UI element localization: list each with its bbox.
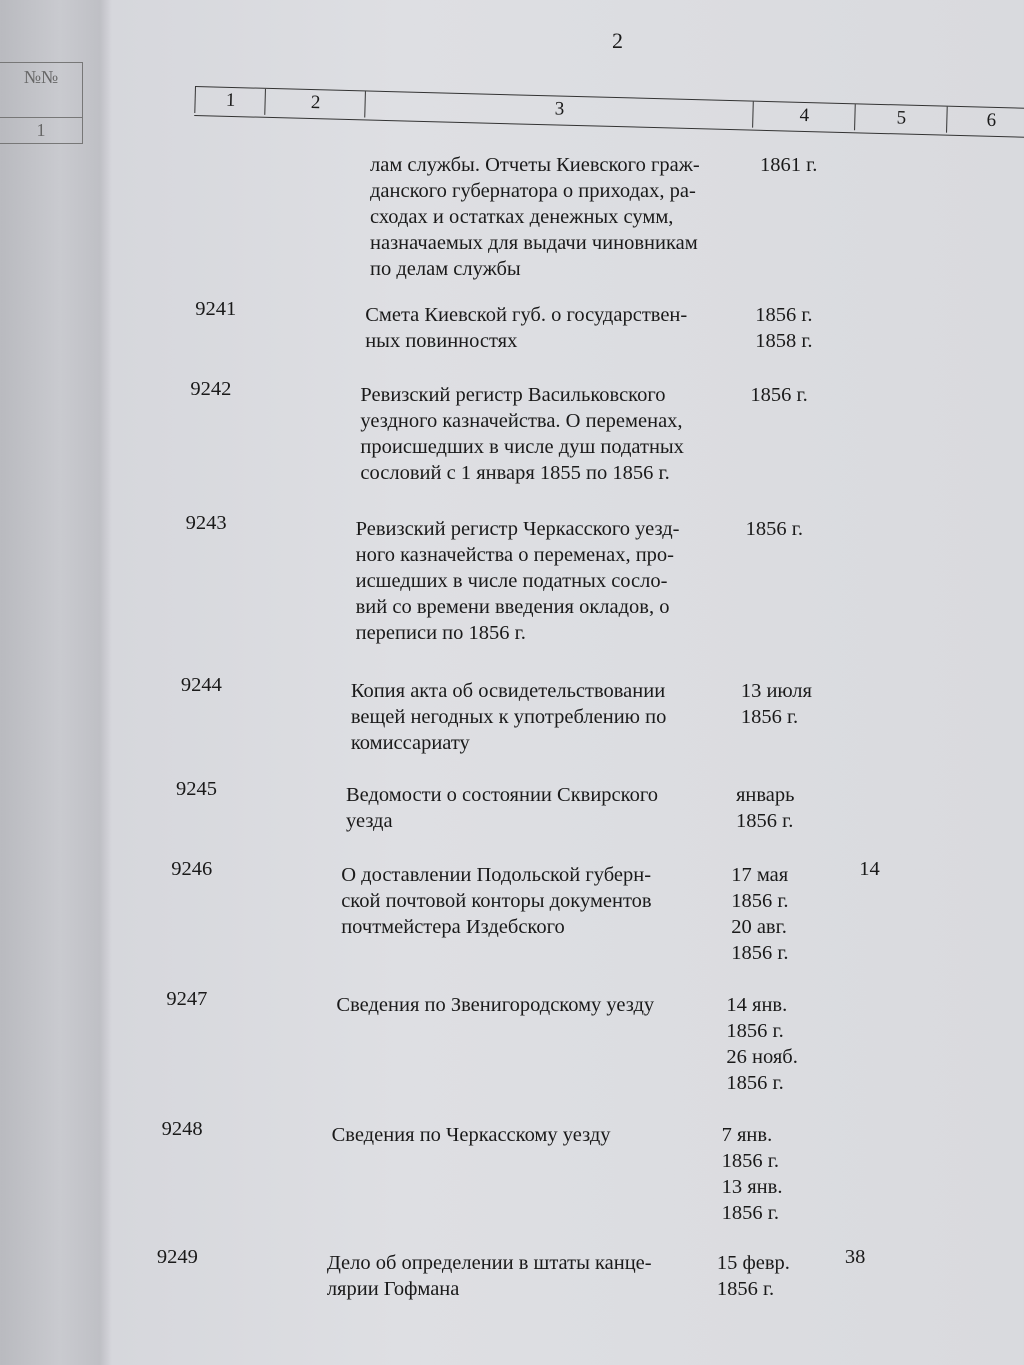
row-number: 9242 (190, 378, 232, 400)
row-date: 14 янв. 1856 г. 26 нояб. 1856 г. (726, 994, 798, 1094)
row-description: Смета Киевской губ. о государствен- ных повинностях (365, 304, 688, 352)
row-description: Ведомости о состоянии Сквирского уезда (346, 784, 658, 832)
row-description: Копия акта об освидетельствовании вещей негодных к употреблению по комиссариату (350, 680, 667, 754)
facing-page-col-1: 1 (0, 117, 82, 141)
row-count: 38 (844, 1246, 866, 1268)
row-description: Ревизский регистр Черкасского уезд- ного казначейства о переменах, про- исшедших в числе податных сосло- вий со времени введения окладов, о переписи по 1856 г. (355, 518, 680, 644)
table-header (194, 86, 1024, 138)
row-count: 14 (859, 858, 880, 880)
row-description: Сведения по Черкасскому уезду (331, 1124, 611, 1146)
row-number: 9244 (180, 674, 222, 696)
page-number: 2 (612, 28, 623, 53)
col-header-1: 1 (194, 87, 266, 115)
col-header-5: 5 (854, 104, 948, 132)
row-number: 9247 (166, 988, 208, 1010)
row-date: 7 янв. 1856 г. 13 янв. 1856 г. (721, 1124, 783, 1224)
row-description: Сведения по Звенигородскому уезду (336, 994, 655, 1016)
row-description: Дело об определении в штаты канце- лярии Гофмана (326, 1252, 652, 1300)
row-number: 9243 (185, 512, 227, 534)
facing-page-col-header: №№ (23, 67, 59, 87)
row-description: лам службы. Отчеты Киевского граж- данского губернатора о приходах, ра- сходах и остатках денежных сумм, назначаемых для выдачи чиновникам по делам службы (370, 154, 700, 280)
row-date: 15 февр. 1856 г. (716, 1252, 790, 1300)
row-date: 13 июля 1856 г. (740, 680, 812, 728)
row-date: 1856 г. (750, 384, 808, 406)
row-number: 9249 (156, 1246, 198, 1268)
row-number: 9248 (161, 1118, 203, 1140)
row-number: 9246 (171, 858, 213, 880)
row-date: 17 мая 1856 г. 20 авг. 1856 г. (731, 864, 789, 964)
col-header-3: 3 (364, 91, 754, 127)
row-description: Ревизский регистр Васильковского уездного казначейства. О переменах, происшедших в числе душ податных сословий с 1 января 1855 по 1856 г. (360, 384, 684, 484)
row-number: 9245 (176, 778, 217, 800)
row-date: январь 1856 г. (736, 784, 795, 832)
row-date: 1856 г. (745, 518, 803, 540)
facing-page-header (0, 62, 83, 144)
col-header-2: 2 (264, 89, 366, 118)
row-date: 1861 г. (760, 154, 818, 176)
col-header-4: 4 (752, 102, 856, 131)
row-date: 1856 г. 1858 г. (755, 304, 813, 352)
col-header-6: 6 (946, 107, 1024, 135)
row-description: О доставлении Подольской губерн- ской почтовой конторы документов почтмейстера Издебского (341, 864, 652, 938)
row-number: 9241 (195, 298, 237, 320)
